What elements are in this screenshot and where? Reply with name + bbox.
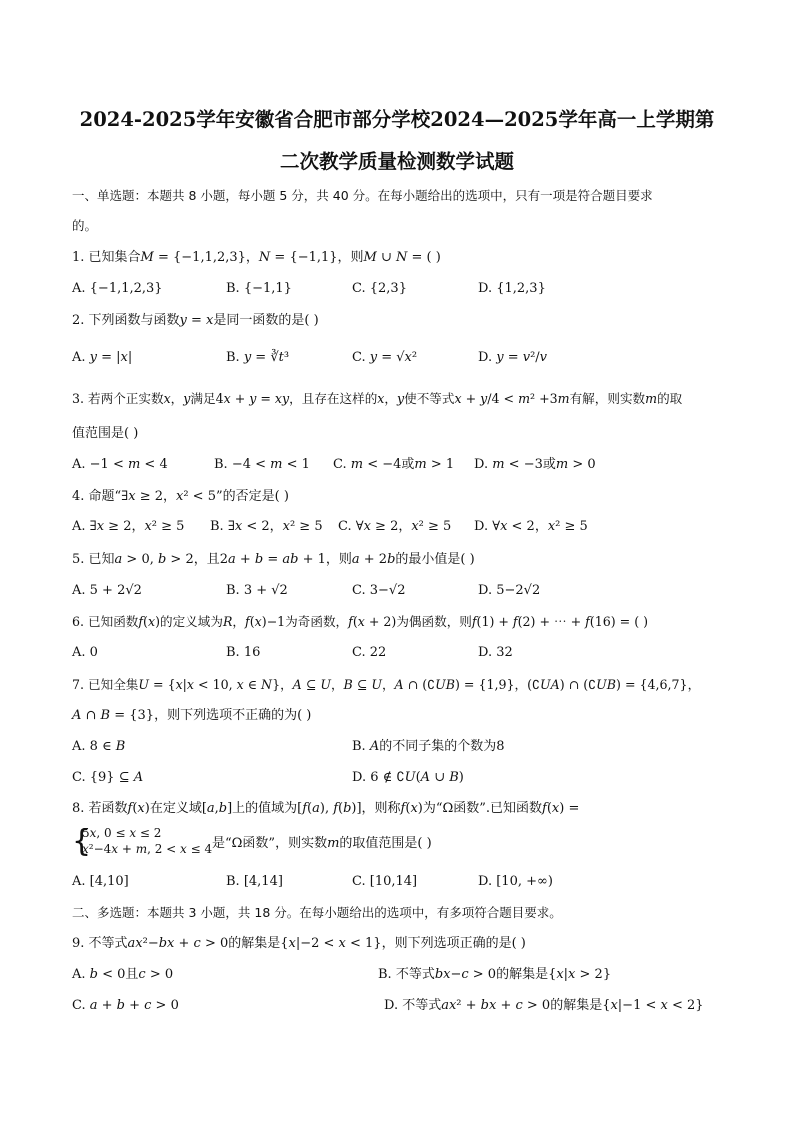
question-6-option-b: B. 16 — [226, 645, 261, 660]
question-7-option-c: C. {9} ⊆ 𝐴 — [72, 770, 144, 785]
question-9-option-a: A. 𝑏 < 0且𝑐 > 0 — [72, 967, 174, 982]
question-2-stem: 2. 下列函数与函数𝑦 = 𝑥是同一函数的是( ) — [72, 313, 319, 328]
question-3-option-a: A. −1 < 𝑚 < 4 — [72, 457, 168, 472]
question-5-option-a: A. 5 + 2√2 — [72, 583, 142, 598]
question-3-stem-cont: 值范围是( ) — [72, 426, 139, 441]
question-5-option-b: B. 3 + √2 — [226, 583, 288, 598]
question-8-case-1: 5𝑥, 0 ≤ 𝑥 ≤ 2 — [82, 826, 162, 840]
question-5-option-d: D. 5−2√2 — [478, 583, 541, 598]
question-2-option-d: D. 𝑦 = 𝑣²/𝑣 — [478, 350, 548, 365]
question-4-option-b: B. ∃𝑥 < 2，𝑥² ≥ 5 — [210, 519, 323, 534]
section2-heading: 二、多选题：本题共 3 小题，共 18 分。在每小题给出的选项中，有多项符合题目要求。 — [72, 905, 562, 920]
question-7-option-a: A. 8 ∈ 𝐵 — [72, 739, 126, 754]
section1-heading-cont: 的。 — [72, 218, 98, 233]
question-1-option-c: C. {2,3} — [352, 281, 407, 296]
question-2-option-b: B. 𝑦 = ∛𝑡³ — [226, 350, 290, 365]
question-8-stem: 8. 若函数𝑓(𝑥)在定义域[𝑎,𝑏]上的值域为[𝑓(𝑎), 𝑓(𝑏)]，则称𝑓(𝑥)为“Ω函数”.已知函数𝑓(𝑥) = — [72, 801, 580, 816]
question-8-option-d: D. [10, +∞) — [478, 874, 553, 889]
question-1-option-a: A. {−1,1,2,3} — [72, 281, 163, 296]
question-9-option-c: C. 𝑎 + 𝑏 + 𝑐 > 0 — [72, 998, 179, 1013]
question-3-option-d: D. 𝑚 < −3或𝑚 > 0 — [474, 457, 596, 472]
question-6-option-d: D. 32 — [478, 645, 513, 660]
section1-heading: 一、单选题：本题共 8 小题，每小题 5 分，共 40 分。在每小题给出的选项中，只有一项是符合题目要求 — [72, 188, 653, 203]
question-2-option-c: C. 𝑦 = √𝑥² — [352, 350, 418, 365]
question-4-option-a: A. ∃𝑥 ≥ 2，𝑥² ≥ 5 — [72, 519, 185, 534]
question-6-option-a: A. 0 — [72, 645, 98, 660]
question-4-option-d: D. ∀𝑥 < 2，𝑥² ≥ 5 — [474, 519, 588, 534]
question-9-option-d: D. 不等式𝑎𝑥² + 𝑏𝑥 + 𝑐 > 0的解集是{𝑥|−1 < 𝑥 < 2} — [384, 998, 704, 1013]
question-1-stem: 1. 已知集合𝑀 = {−1,1,2,3}，𝑁 = {−1,1}，则𝑀 ∪ 𝑁 = ( ) — [72, 250, 441, 265]
question-5-option-c: C. 3−√2 — [352, 583, 406, 598]
question-5-stem: 5. 已知𝑎 > 0, 𝑏 > 2，且2𝑎 + 𝑏 = 𝑎𝑏 + 1，则𝑎 + 2𝑏的最小值是( ) — [72, 552, 475, 567]
question-7-option-d: D. 6 ∉ ∁𝑈(𝐴 ∪ 𝐵) — [352, 770, 464, 785]
question-8-stem-cont: 是“Ω函数”，则实数𝑚的取值范围是( ) — [212, 836, 432, 851]
question-3-option-c: C. 𝑚 < −4或𝑚 > 1 — [333, 457, 455, 472]
page-title-line2: 二次教学质量检测数学试题 — [279, 150, 514, 173]
question-8-option-a: A. [4,10] — [72, 874, 129, 889]
question-8-option-b: B. [4,14] — [226, 874, 283, 889]
question-6-option-c: C. 22 — [352, 645, 387, 660]
question-8-case-2: 𝑥²−4𝑥 + 𝑚, 2 < 𝑥 ≤ 4 — [82, 842, 213, 856]
question-2-option-a: A. 𝑦 = |𝑥| — [72, 350, 133, 365]
question-6-stem: 6. 已知函数𝑓(𝑥)的定义域为𝑅，𝑓(𝑥)−1为奇函数，𝑓(𝑥 + 2)为偶函数，则𝑓(1) + 𝑓(2) + ⋯ + 𝑓(16) = ( ) — [72, 614, 649, 629]
question-9-option-b: B. 不等式𝑏𝑥−𝑐 > 0的解集是{𝑥|𝑥 > 2} — [378, 967, 612, 982]
question-7-stem: 7. 已知全集𝑈 = {𝑥|𝑥 < 10, 𝑥 ∈ 𝑁}，𝐴 ⊆ 𝑈，𝐵 ⊆ 𝑈，𝐴 ∩ (∁𝑈𝐵) = {1,9}，(∁𝑈𝐴) ∩ (∁𝑈𝐵) = {4,6,7}， — [72, 677, 701, 692]
left-brace-symbol: { — [72, 824, 92, 859]
question-7-option-b: B. 𝐴的不同子集的个数为8 — [352, 739, 505, 754]
question-4-option-c: C. ∀𝑥 ≥ 2，𝑥² ≥ 5 — [338, 519, 452, 534]
question-1-option-d: D. {1,2,3} — [478, 281, 546, 296]
question-3-option-b: B. −4 < 𝑚 < 1 — [214, 457, 310, 472]
question-3-stem: 3. 若两个正实数𝑥，𝑦满足4𝑥 + 𝑦 = 𝑥𝑦，且存在这样的𝑥，𝑦使不等式𝑥 + 𝑦/4 < 𝑚² +3𝑚有解，则实数𝑚的取 — [72, 391, 683, 406]
question-7-stem-cont: 𝐴 ∩ 𝐵 = {3}，则下列选项不正确的为( ) — [72, 708, 312, 723]
question-1-option-b: B. {−1,1} — [226, 281, 292, 296]
question-4-stem: 4. 命题“∃𝑥 ≥ 2，𝑥² < 5”的否定是( ) — [72, 489, 289, 504]
page-title-line1: 2024-2025学年安徽省合肥市部分学校2024—2025学年高一上学期第 — [79, 108, 715, 131]
question-9-stem: 9. 不等式𝑎𝑥²−𝑏𝑥 + 𝑐 > 0的解集是{𝑥|−2 < 𝑥 < 1}，则下列选项正确的是( ) — [72, 936, 526, 951]
question-8-option-c: C. [10,14] — [352, 874, 418, 889]
